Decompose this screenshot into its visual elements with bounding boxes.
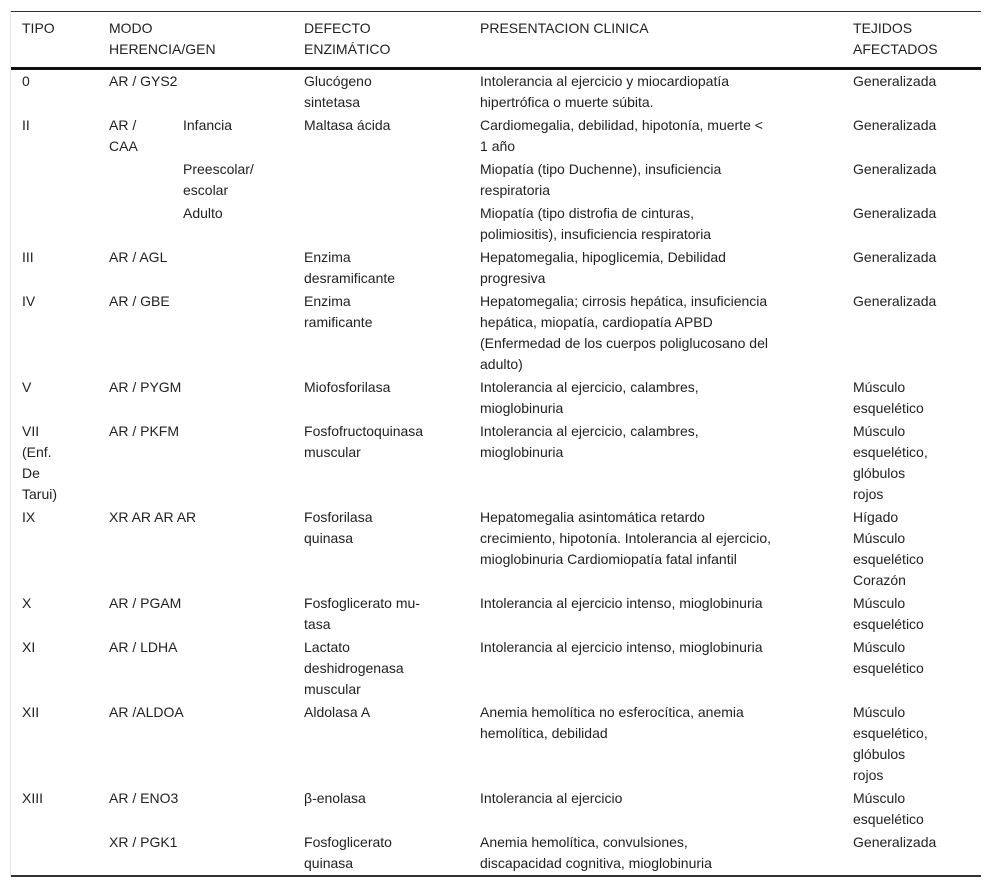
cell-presentacion-clinica: Hepatomegalia, hipoglicemia, Debilidad progresiva bbox=[480, 249, 726, 286]
header-presentacion-clinica: PRESENTACION CLINICA bbox=[480, 20, 649, 36]
cell-tipo: VII (Enf. De Tarui) bbox=[22, 423, 58, 502]
cell-tipo: III bbox=[22, 249, 34, 265]
cell-presentacion-clinica: Intolerancia al ejercicio intenso, mioglobinuria bbox=[480, 595, 763, 611]
cell-subtipo: Adulto bbox=[183, 205, 223, 221]
cell-subtipo: Preescolar/ escolar bbox=[183, 161, 254, 198]
cell-tipo bbox=[11, 158, 98, 202]
table-row bbox=[11, 69, 981, 115]
header-tipo: TIPO bbox=[22, 20, 55, 36]
header-defecto-enzimatico: DEFECTO ENZIMÁTICO bbox=[304, 20, 391, 57]
cell-presentacion-clinica: Anemia hemolítica no esferocítica, anemia hemolítica, debilidad bbox=[480, 704, 744, 741]
cell-tipo: XII bbox=[22, 704, 40, 720]
cell-tejidos-afectados: Generalizada bbox=[853, 73, 937, 89]
cell-tejidos-afectados: Generalizada bbox=[853, 117, 937, 133]
table-row bbox=[11, 592, 981, 636]
cell-presentacion-clinica: Miopatía (tipo Duchenne), insuficiencia respiratoria bbox=[480, 161, 722, 198]
table-row bbox=[11, 158, 981, 202]
cell-tejidos-afectados: Generalizada bbox=[853, 205, 937, 221]
cell-tejidos-afectados: Músculo esquelético bbox=[853, 379, 924, 416]
cell-presentacion-clinica: Cardiomegalia, debilidad, hipotonía, muerte < 1 año bbox=[480, 117, 763, 154]
table-row bbox=[11, 114, 981, 158]
cell-defecto-enzimatico: Maltasa ácida bbox=[304, 117, 391, 133]
cell-tejidos-afectados: Músculo esquelético, glóbulos rojos bbox=[853, 423, 928, 502]
cell-tipo: IX bbox=[22, 509, 36, 525]
cell-presentacion-clinica: Hepatomegalia; cirrosis hepática, insuficiencia hepática, miopatía, cardiopatía APBD (Enfermedad de los cuerpos poliglucosano del adulto) bbox=[480, 293, 768, 372]
cell-presentacion-clinica: Hepatomegalia asintomática retardo crecimiento, hipotonía. Intolerancia al ejercicio, mioglobinuria Cardiomiopatía fatal infantil bbox=[480, 509, 772, 567]
cell-modo-herencia: AR / LDHA bbox=[109, 639, 178, 655]
cell-tejidos-afectados: Hígado Músculo esquelético Corazón bbox=[853, 509, 924, 588]
cell-modo-herencia: AR / PYGM bbox=[109, 379, 182, 395]
glycogenosis-table-container bbox=[10, 11, 981, 877]
cell-modo-herencia bbox=[98, 202, 172, 246]
cell-presentacion-clinica: Anemia hemolítica, convulsiones, discapacidad cognitiva, mioglobinuria bbox=[480, 834, 712, 871]
cell-presentacion-clinica: Miopatía (tipo distrofia de cinturas, polimiositis), insuficiencia respiratoria bbox=[480, 205, 712, 242]
cell-defecto-enzimatico: Enzima ramificante bbox=[304, 293, 373, 330]
cell-modo-herencia: AR / PKFM bbox=[109, 423, 180, 439]
cell-tejidos-afectados: Músculo esquelético, glóbulos rojos bbox=[853, 704, 928, 783]
table-row bbox=[11, 787, 981, 831]
table-row bbox=[11, 506, 981, 592]
cell-presentacion-clinica: Intolerancia al ejercicio, calambres, mioglobinuria bbox=[480, 423, 699, 460]
cell-modo-herencia bbox=[98, 158, 172, 202]
cell-defecto-enzimatico: Fosfofructoquinasa muscular bbox=[304, 423, 424, 460]
cell-tipo bbox=[11, 831, 98, 876]
table-row bbox=[11, 376, 981, 420]
cell-modo-herencia: AR / CAA bbox=[109, 117, 138, 154]
cell-defecto-enzimatico: Lactato deshidrogenasa muscular bbox=[304, 639, 404, 697]
cell-defecto-enzimatico: Aldolasa A bbox=[304, 704, 371, 720]
table-header-row bbox=[11, 12, 981, 69]
cell-tejidos-afectados: Músculo esquelético bbox=[853, 595, 924, 632]
cell-modo-herencia: AR /ALDOA bbox=[109, 704, 184, 720]
cell-modo-herencia: AR / AGL bbox=[109, 249, 168, 265]
cell-presentacion-clinica: Intolerancia al ejercicio y miocardiopatía hipertrófica o muerte súbita. bbox=[480, 73, 730, 110]
cell-defecto-enzimatico: Miofosforilasa bbox=[304, 379, 391, 395]
table-row bbox=[11, 202, 981, 246]
cell-tipo: V bbox=[22, 379, 32, 395]
cell-tipo: 0 bbox=[22, 73, 30, 89]
cell-modo-herencia: XR / PGK1 bbox=[109, 834, 178, 850]
header-tejidos-afectados: TEJIDOS AFECTADOS bbox=[853, 20, 938, 57]
cell-tejidos-afectados: Generalizada bbox=[853, 161, 937, 177]
cell-tipo: II bbox=[22, 117, 30, 133]
cell-presentacion-clinica: Intolerancia al ejercicio bbox=[480, 790, 623, 806]
table-row bbox=[11, 636, 981, 701]
cell-tipo: XIII bbox=[22, 790, 44, 806]
cell-modo-herencia: XR AR AR AR bbox=[109, 509, 197, 525]
table-row bbox=[11, 246, 981, 290]
cell-presentacion-clinica: Intolerancia al ejercicio, calambres, mioglobinuria bbox=[480, 379, 699, 416]
header-modo-herencia: MODO HERENCIA/GEN bbox=[109, 20, 216, 57]
cell-presentacion-clinica: Intolerancia al ejercicio intenso, mioglobinuria bbox=[480, 639, 763, 655]
table-row bbox=[11, 701, 981, 787]
cell-tejidos-afectados: Generalizada bbox=[853, 293, 937, 309]
cell-modo-herencia: AR / PGAM bbox=[109, 595, 182, 611]
cell-defecto-enzimatico: β-enolasa bbox=[304, 790, 366, 806]
cell-defecto-enzimatico: Fosforilasa quinasa bbox=[304, 509, 373, 546]
cell-defecto-enzimatico: Fosfoglicerato quinasa bbox=[304, 834, 392, 871]
table-row bbox=[11, 290, 981, 376]
cell-modo-herencia: AR / GBE bbox=[109, 293, 170, 309]
cell-defecto-enzimatico: Fosfoglicerato mu- tasa bbox=[304, 595, 420, 632]
cell-tejidos-afectados: Generalizada bbox=[853, 834, 937, 850]
table-row bbox=[11, 420, 981, 506]
cell-tipo: IV bbox=[22, 293, 36, 309]
cell-defecto-enzimatico: Glucógeno sintetasa bbox=[304, 73, 372, 110]
cell-tipo bbox=[11, 202, 98, 246]
cell-defecto-enzimatico bbox=[293, 158, 469, 202]
cell-tejidos-afectados: Músculo esquelético bbox=[853, 790, 924, 827]
table-row bbox=[11, 831, 981, 876]
cell-defecto-enzimatico bbox=[293, 202, 469, 246]
cell-subtipo: Infancia bbox=[183, 117, 233, 133]
cell-tipo: X bbox=[22, 595, 32, 611]
table-body bbox=[11, 69, 981, 877]
cell-tipo: XI bbox=[22, 639, 36, 655]
cell-tejidos-afectados: Generalizada bbox=[853, 249, 937, 265]
cell-modo-herencia: AR / ENO3 bbox=[109, 790, 179, 806]
cell-defecto-enzimatico: Enzima desramificante bbox=[304, 249, 396, 286]
cell-modo-herencia: AR / GYS2 bbox=[109, 73, 178, 89]
cell-tejidos-afectados: Músculo esquelético bbox=[853, 639, 924, 676]
glycogenosis-table bbox=[11, 11, 981, 877]
